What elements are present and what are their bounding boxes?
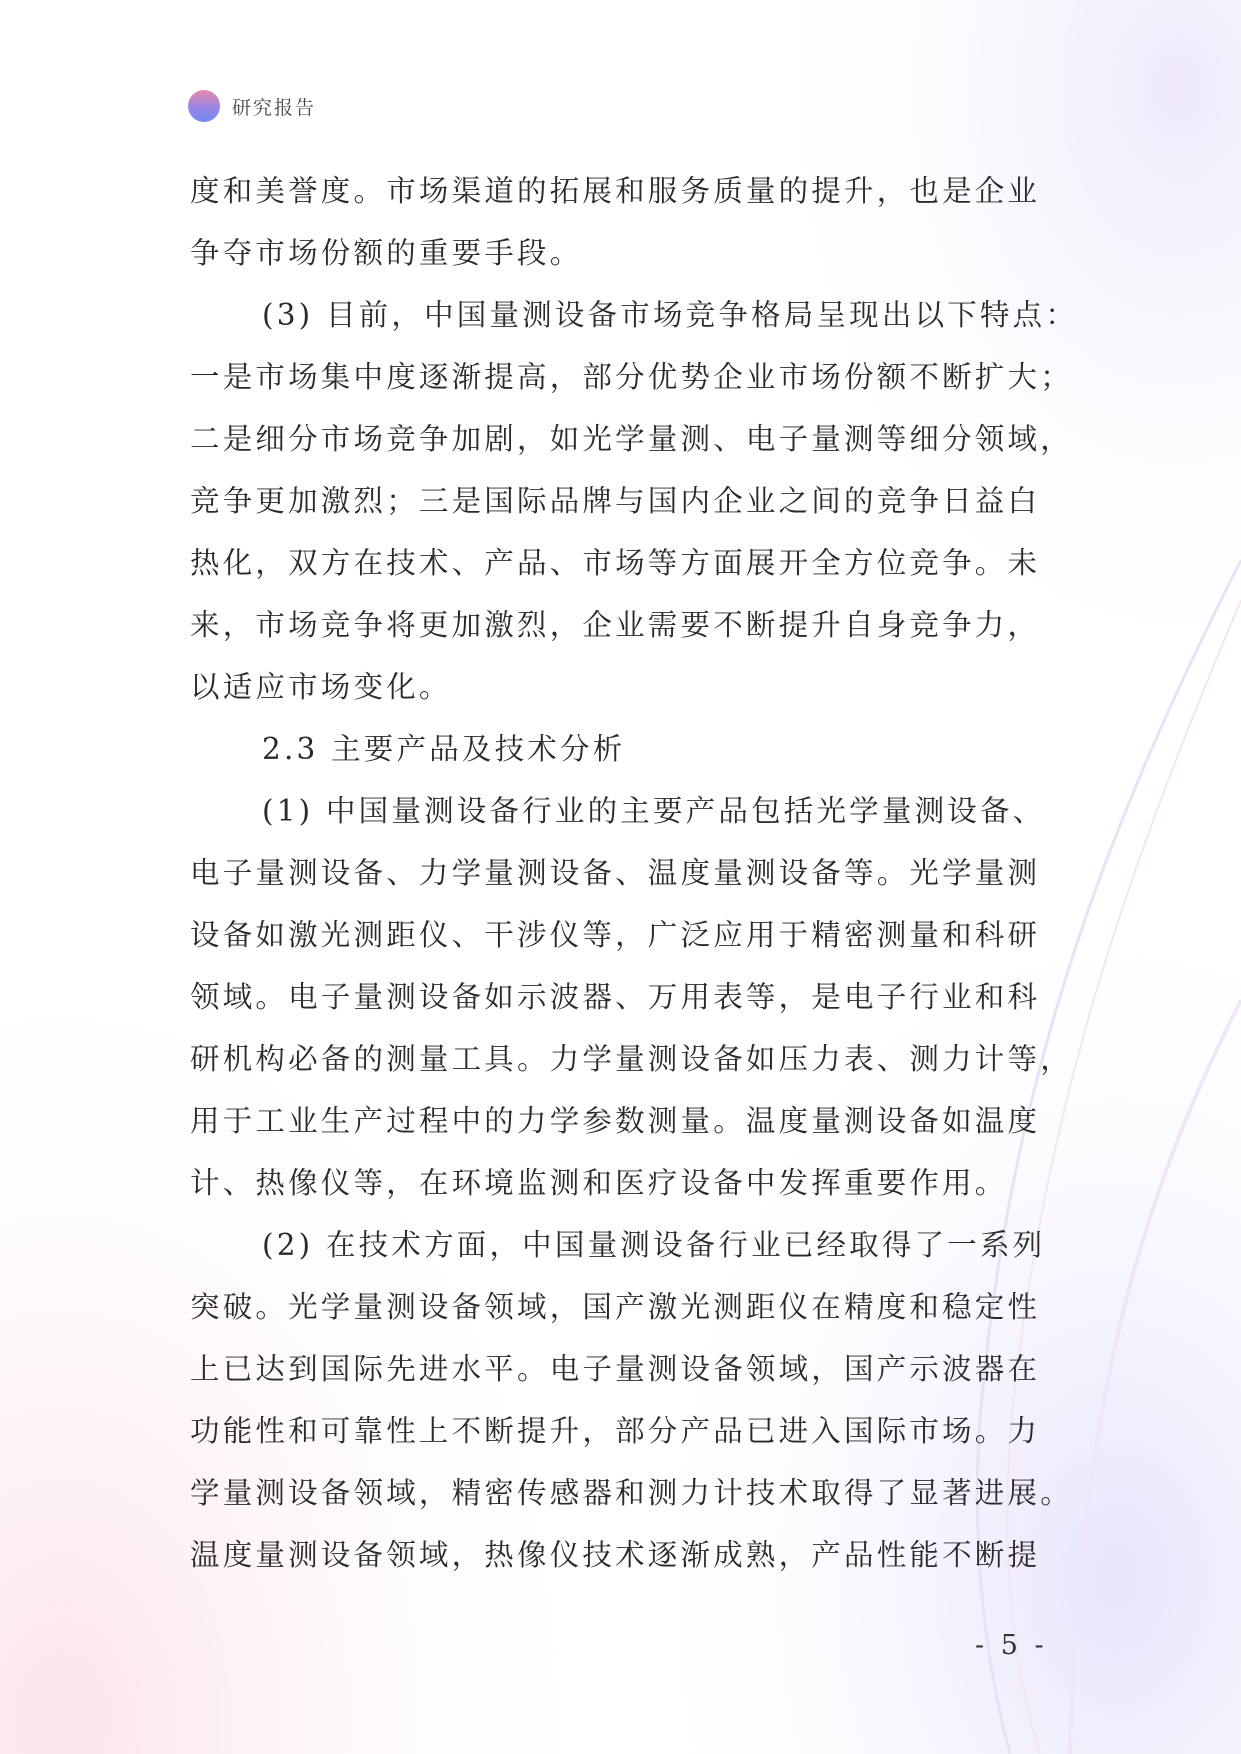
text-line: 一是市场集中度逐渐提高，部分优势企业市场份额不断扩大； bbox=[190, 360, 1073, 394]
header-label: 研究报告 bbox=[232, 96, 317, 119]
text-line: 研机构必备的测量工具。力学量测设备如压力表、测力计等， bbox=[190, 1042, 1073, 1076]
text-line: 计、热像仪等，在环境监测和医疗设备中发挥重要作用。 bbox=[190, 1166, 1008, 1200]
text-line: 以适应市场变化。 bbox=[190, 670, 452, 704]
report-header bbox=[188, 88, 316, 124]
text-line: 功能性和可靠性上不断提升，部分产品已进入国际市场。力 bbox=[190, 1414, 1041, 1448]
page-number: - 5 - bbox=[975, 1630, 1048, 1661]
text-line: (1) 中国量测设备行业的主要产品包括光学量测设备、 bbox=[262, 794, 1046, 828]
text-line: 上已达到国际先进水平。电子量测设备领域，国产示波器在 bbox=[190, 1352, 1041, 1386]
logo-circle-icon bbox=[188, 90, 220, 122]
text-line: 竞争更加激烈；三是国际品牌与国内企业之间的竞争日益白 bbox=[190, 484, 1041, 518]
text-line: 突破。光学量测设备领域，国产激光测距仪在精度和稳定性 bbox=[190, 1290, 1041, 1324]
text-line: 设备如激光测距仪、干涉仪等，广泛应用于精密测量和科研 bbox=[190, 918, 1041, 952]
text-line: 电子量测设备、力学量测设备、温度量测设备等。光学量测 bbox=[190, 856, 1041, 890]
text-line: 热化，双方在技术、产品、市场等方面展开全方位竞争。未 bbox=[190, 546, 1041, 580]
text-line: 用于工业生产过程中的力学参数测量。温度量测设备如温度 bbox=[190, 1104, 1041, 1138]
text-line: 来，市场竞争将更加激烈，企业需要不断提升自身竞争力， bbox=[190, 608, 1041, 642]
text-line: (3) 目前，中国量测设备市场竞争格局呈现出以下特点： bbox=[262, 298, 1079, 332]
text-line: 争夺市场份额的重要手段。 bbox=[190, 236, 583, 270]
text-line: (2) 在技术方面，中国量测设备行业已经取得了一系列 bbox=[262, 1228, 1046, 1262]
text-line: 领域。电子量测设备如示波器、万用表等，是电子行业和科 bbox=[190, 980, 1041, 1014]
text-line: 二是细分市场竞争加剧，如光学量测、电子量测等细分领域， bbox=[190, 422, 1073, 456]
text-line: 度和美誉度。市场渠道的拓展和服务质量的提升，也是企业 bbox=[190, 174, 1041, 208]
body-text bbox=[190, 160, 1079, 1586]
text-line: 2.3 主要产品及技术分析 bbox=[262, 732, 626, 766]
text-line: 温度量测设备领域，热像仪技术逐渐成熟，产品性能不断提 bbox=[190, 1538, 1041, 1572]
text-line: 学量测设备领域，精密传感器和测力计技术取得了显著进展。 bbox=[190, 1476, 1073, 1510]
